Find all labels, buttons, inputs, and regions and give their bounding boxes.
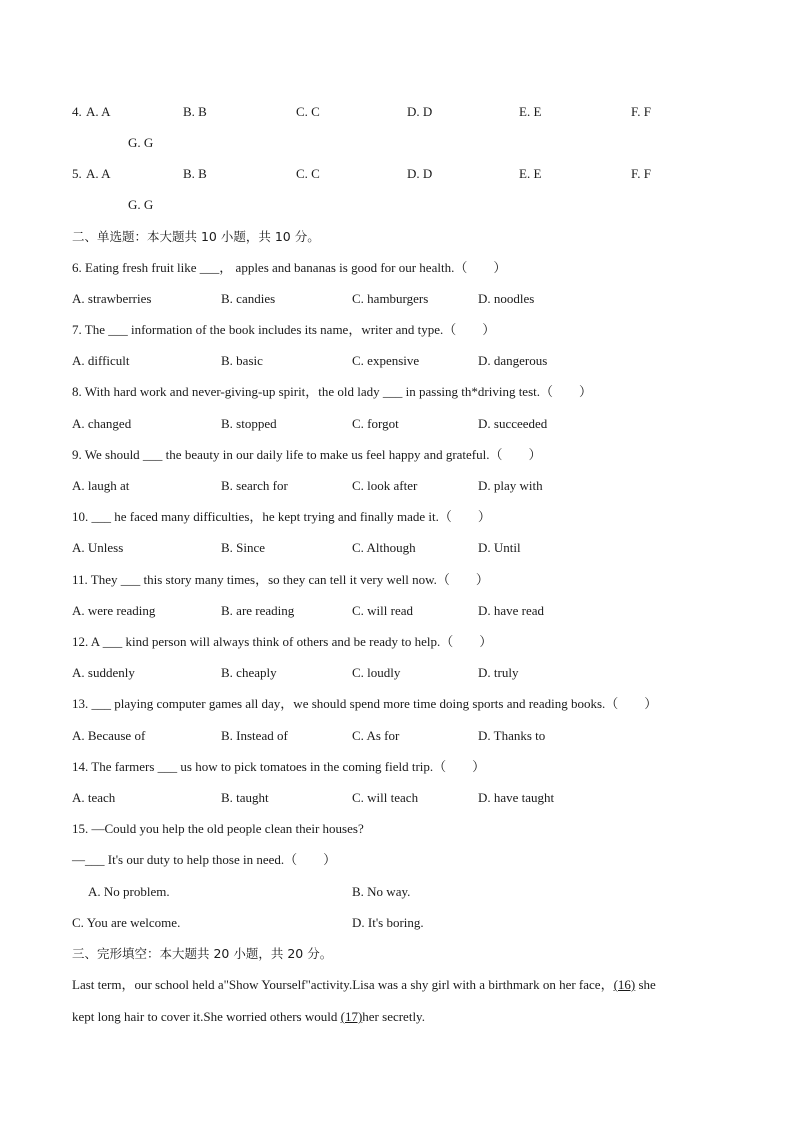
section-heading: 二、单选题：本大题共 10 小题，共 10 分。 (72, 229, 320, 244)
option-b: B. basic (221, 353, 263, 368)
option-c: C. expensive (352, 353, 420, 368)
option-g: G. G (128, 135, 154, 150)
option-e: E. E (519, 166, 542, 181)
option-b: B. No way. (352, 884, 411, 899)
option-b: B. candies (221, 291, 276, 306)
option-c: C. hamburgers (352, 291, 429, 306)
option-c: C. will teach (352, 790, 419, 805)
question-stem: 13. ___ playing computer games all day，we should spend more time doing sports and reading books.（ ） (72, 696, 658, 711)
option-d: D. succeeded (478, 416, 548, 431)
option-a: A. Because of (72, 728, 146, 743)
option-b: B. taught (221, 790, 269, 805)
option-a: A. suddenly (72, 665, 135, 680)
option-a: A. difficult (72, 353, 130, 368)
question-stem: 8. With hard work and never-giving-up spirit，the old lady ___ in passing th*driving test.（ ） (72, 384, 592, 399)
option-a: A. were reading (72, 603, 156, 618)
option-b: B. search for (221, 478, 288, 493)
option-a: A. strawberries (72, 291, 152, 306)
option-c: C. C (296, 166, 320, 181)
blank-17: (17) (340, 1009, 363, 1024)
passage-text: Last term，our school held a"Show Yourself"activity.Lisa was a shy girl with a birthmark on her face， (72, 977, 614, 992)
option-f: F. F (631, 166, 651, 181)
option-b: B. Since (221, 540, 266, 555)
option-c: C. will read (352, 603, 414, 618)
option-d: D. truly (478, 665, 519, 680)
option-b: B. B (183, 166, 207, 181)
option-a: A. A (86, 166, 111, 181)
option-b: B. cheaply (221, 665, 277, 680)
question-stem: 15. —Could you help the old people clean their houses? (72, 821, 364, 836)
passage-text: her secretly. (362, 1009, 425, 1024)
question-stem: 11. They ___ this story many times，so they can tell it very well now.（ ） (72, 572, 489, 587)
option-c: C. You are welcome. (72, 915, 181, 930)
passage-text: she (635, 977, 656, 992)
option-d: D. play with (478, 478, 543, 493)
question-stem: 12. A ___ kind person will always think of others and be ready to help.（ ） (72, 634, 493, 649)
section-heading: 三、完形填空：本大题共 20 小题，共 20 分。 (72, 946, 333, 961)
option-c: C. C (296, 104, 320, 119)
question-number: 4. (72, 104, 82, 119)
option-c: C. forgot (352, 416, 399, 431)
option-c: C. loudly (352, 665, 401, 680)
option-a: A. teach (72, 790, 116, 805)
option-b: B. stopped (221, 416, 277, 431)
option-a: A. laugh at (72, 478, 130, 493)
option-a: A. No problem. (88, 884, 170, 899)
option-a: A. Unless (72, 540, 124, 555)
option-b: B. are reading (221, 603, 295, 618)
option-e: E. E (519, 104, 542, 119)
option-d: D. noodles (478, 291, 535, 306)
option-d: D. It's boring. (352, 915, 424, 930)
option-b: B. B (183, 104, 207, 119)
option-b: B. Instead of (221, 728, 288, 743)
blank-16: (16) (613, 977, 636, 992)
question-stem: 10. ___ he faced many difficulties，he kept trying and finally made it.（ ） (72, 509, 491, 524)
question-stem: 7. The ___ information of the book includes its name，writer and type.（ ） (72, 322, 496, 337)
question-stem: 6. Eating fresh fruit like ___， apples and bananas is good for our health.（ ） (72, 260, 507, 275)
option-d: D. Thanks to (478, 728, 546, 743)
option-g: G. G (128, 197, 154, 212)
question-stem: 14. The farmers ___ us how to pick tomatoes in the coming field trip.（ ） (72, 759, 486, 774)
option-d: D. have taught (478, 790, 555, 805)
option-a: A. changed (72, 416, 132, 431)
option-d: D. Until (478, 540, 521, 555)
question-stem: 9. We should ___ the beauty in our daily life to make us feel happy and grateful.（ ） (72, 447, 542, 462)
option-a: A. A (86, 104, 111, 119)
option-c: C. look after (352, 478, 418, 493)
question-number: 5. (72, 166, 82, 181)
option-d: D. dangerous (478, 353, 548, 368)
option-c: C. Although (352, 540, 416, 555)
option-d: D. have read (478, 603, 545, 618)
option-c: C. As for (352, 728, 400, 743)
option-d: D. D (407, 166, 433, 181)
option-d: D. D (407, 104, 433, 119)
passage-text: kept long hair to cover it.She worried others would (72, 1009, 341, 1024)
option-f: F. F (631, 104, 651, 119)
dialogue-reply: —___ It's our duty to help those in need.（ ） (72, 852, 337, 867)
